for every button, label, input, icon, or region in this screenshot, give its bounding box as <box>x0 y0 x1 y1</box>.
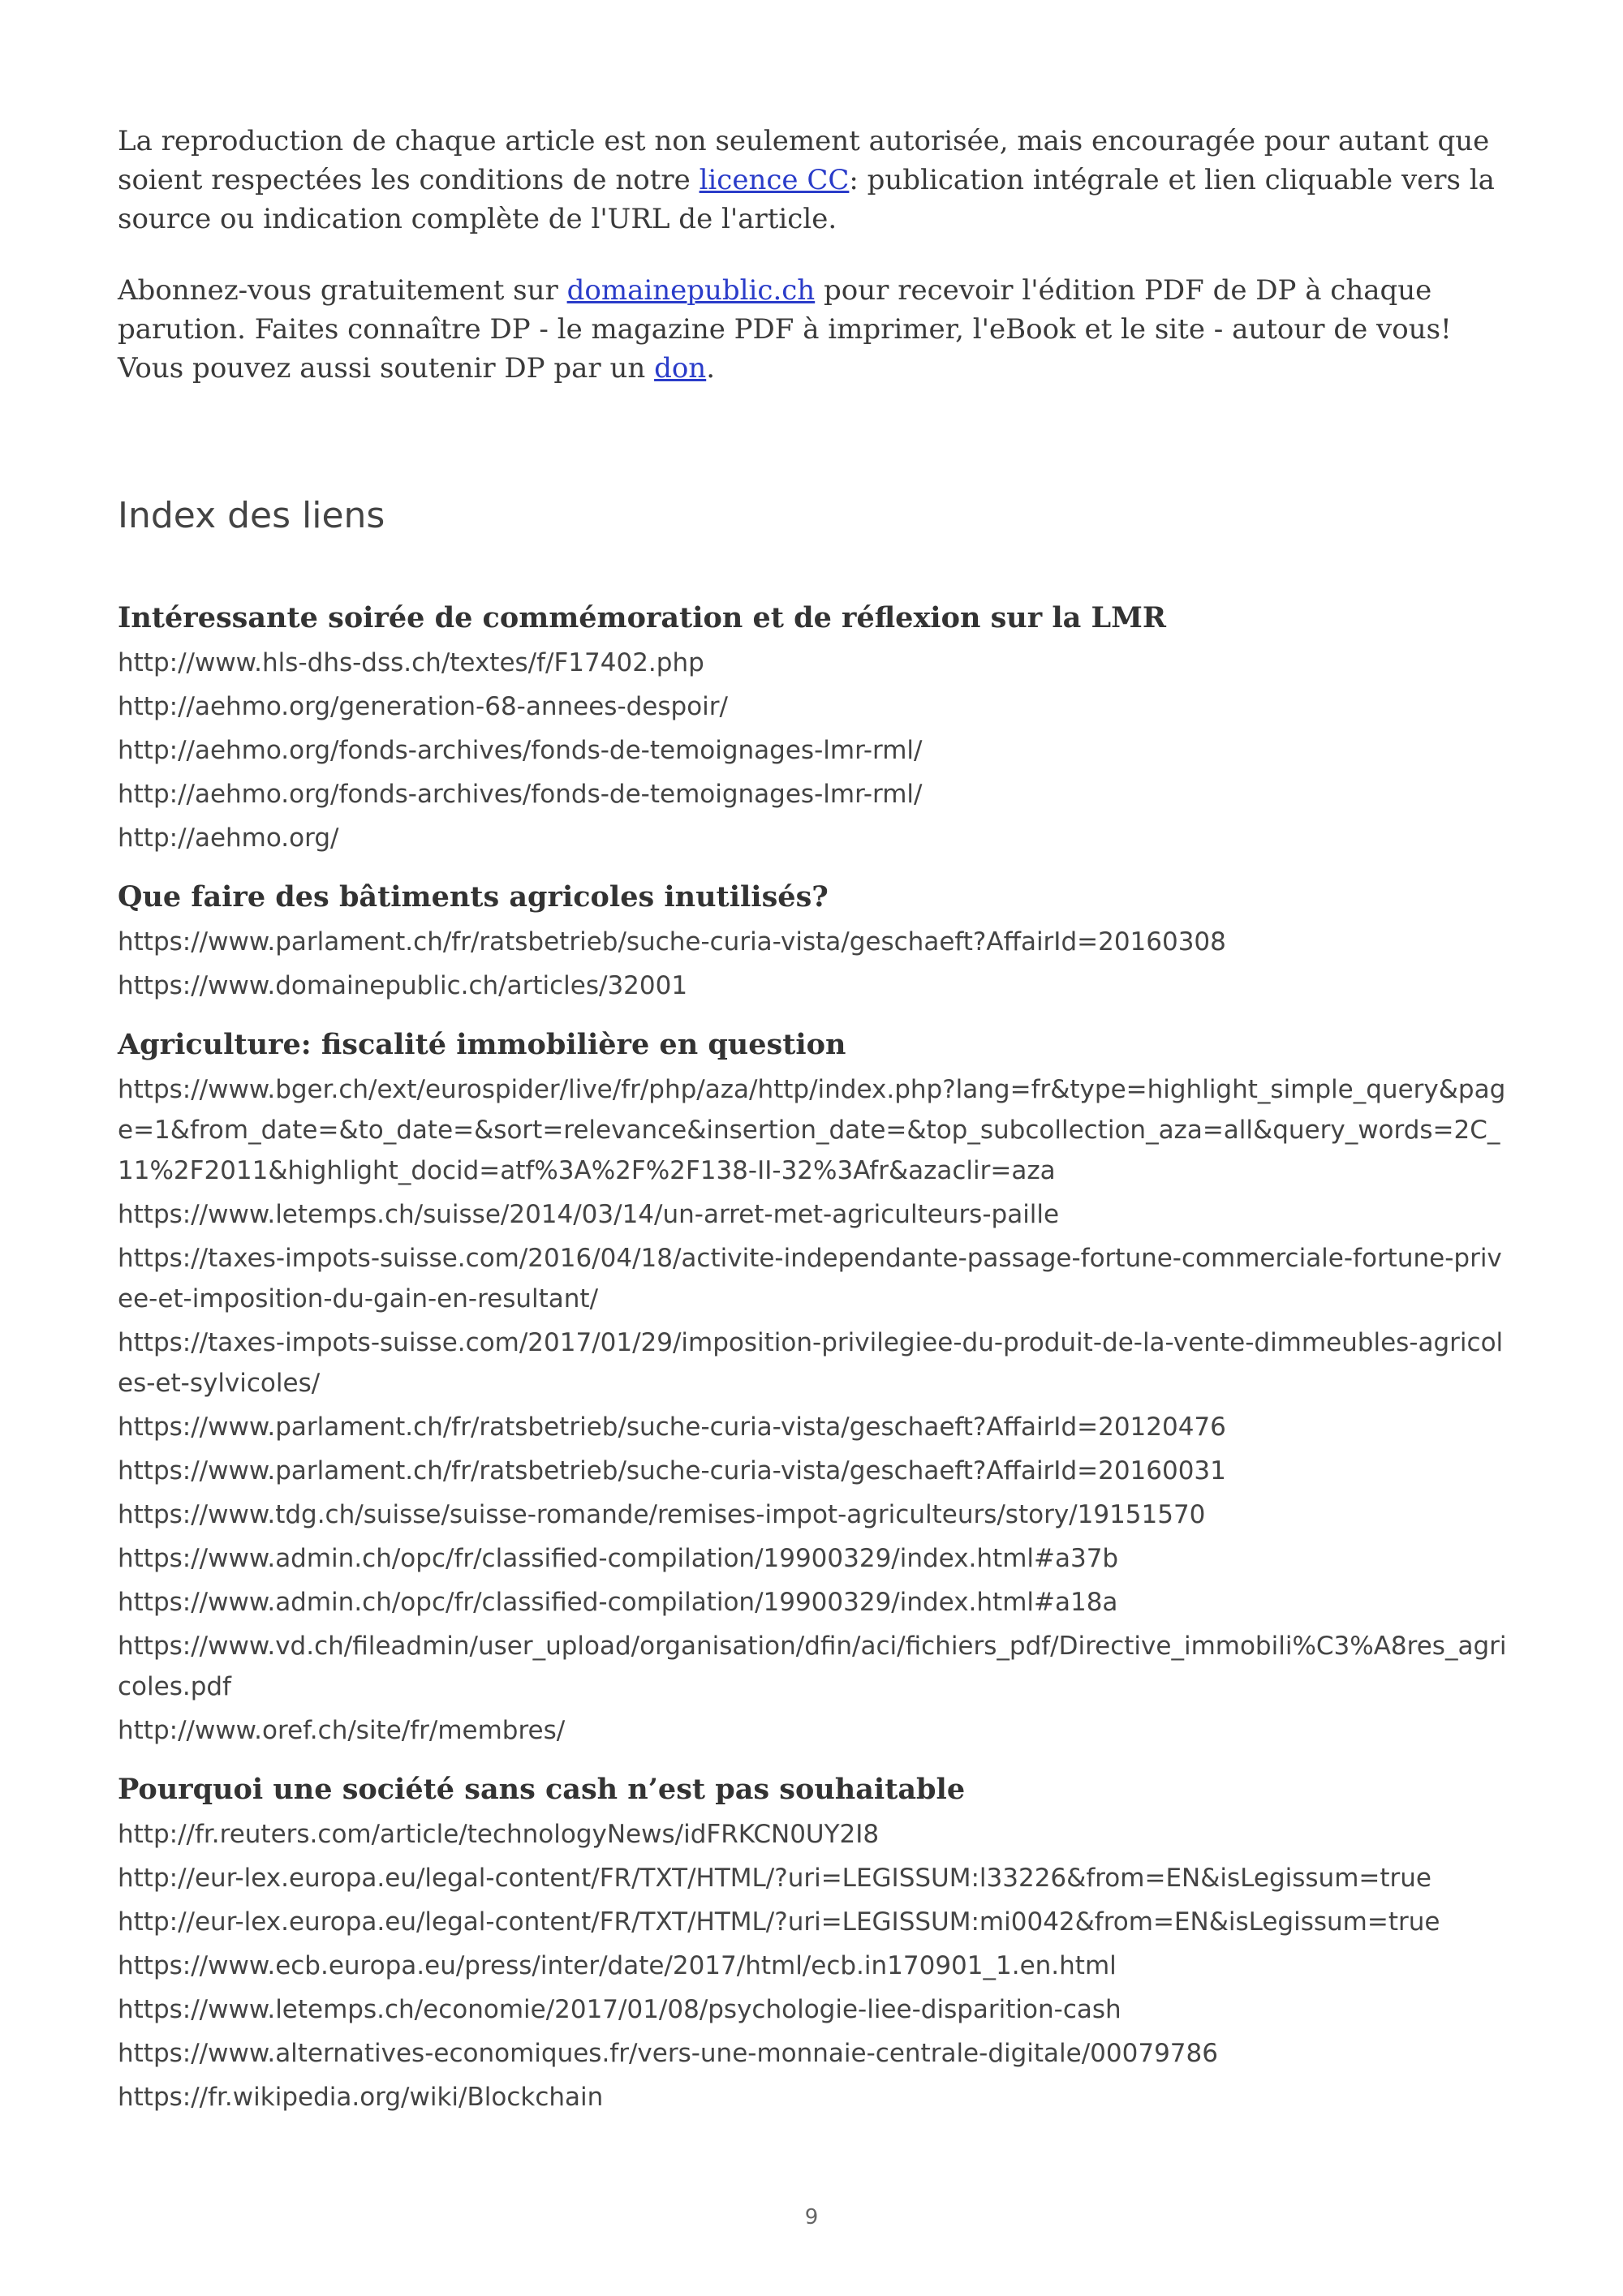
link-url[interactable]: http://www.oref.ch/site/fr/membres/ <box>118 1716 566 1745</box>
link-url[interactable]: https://www.ecb.europa.eu/press/inter/date/2017/html/ecb.in170901_1.en.html <box>118 1951 1117 1980</box>
link-section <box>118 876 1513 1006</box>
link-url[interactable]: https://www.tdg.ch/suisse/suisse-romande/remises-impot-agriculteurs/story/19151570 <box>118 1500 1206 1529</box>
section-title: Pourquoi une société sans cash n’est pas souhaitable <box>118 1773 966 1806</box>
reproduction-text-end: : publication intégrale et lien cliquable vers la source ou indication complète de l'URL de l'article. <box>118 164 1495 235</box>
link-url[interactable]: http://aehmo.org/ <box>118 823 339 853</box>
link-list <box>118 922 1513 1006</box>
link-url[interactable]: http://fr.reuters.com/article/technologyNews/idFRKCN0UY2I8 <box>118 1820 880 1849</box>
link-section <box>118 597 1513 858</box>
link-url[interactable]: https://www.parlament.ch/fr/ratsbetrieb/suche-curia-vista/geschaeft?AffairId=20160031 <box>118 1456 1226 1486</box>
link-url[interactable]: https://www.alternatives-economiques.fr/vers-une-monnaie-centrale-digitale/00079786 <box>118 2039 1218 2068</box>
link-section <box>118 1769 1513 2118</box>
subscribe-paragraph <box>118 271 1513 388</box>
link-url[interactable]: http://aehmo.org/generation-68-annees-despoir/ <box>118 692 728 721</box>
document-page <box>118 122 1513 2135</box>
intro-block <box>118 122 1513 388</box>
link-url[interactable]: https://www.parlament.ch/fr/ratsbetrieb/suche-curia-vista/geschaeft?AffairId=20120476 <box>118 1412 1226 1442</box>
page-number: 9 <box>804 2205 819 2229</box>
link-index <box>118 597 1513 2118</box>
reproduction-paragraph <box>118 122 1513 239</box>
licence-cc-link[interactable]: licence CC <box>699 164 850 196</box>
index-title: Index des liens <box>118 495 385 536</box>
link-url[interactable]: https://www.bger.ch/ext/eurospider/live/fr/php/aza/http/index.php?lang=fr&type=highlight_simple_query&page=1&from_date=&to_date=&sort=relevance&insertion_date=&top_subcollection_aza=all&query_words=2C_11%2F2011&highlight_docid=atf%3A%2F%2F138-II-32%3Afr&azaclir=aza <box>118 1075 1506 1185</box>
domainepublic-link[interactable]: domainepublic.ch <box>566 274 816 307</box>
section-title: Intéressante soirée de commémoration et de réflexion sur la LMR <box>118 601 1166 634</box>
subscribe-text-start: Abonnez-vous gratuitement sur <box>118 274 567 307</box>
link-url[interactable]: http://eur-lex.europa.eu/legal-content/FR/TXT/HTML/?uri=LEGISSUM:mi0042&from=EN&isLegissum=true <box>118 1907 1440 1937</box>
link-list <box>118 1069 1513 1751</box>
link-url[interactable]: https://www.vd.ch/fileadmin/user_upload/organisation/dfin/aci/fichiers_pdf/Directive_immobili%C3%A8res_agricoles.pdf <box>118 1632 1507 1701</box>
link-url[interactable]: http://eur-lex.europa.eu/legal-content/FR/TXT/HTML/?uri=LEGISSUM:l33226&from=EN&isLegissum=true <box>118 1864 1431 1893</box>
reproduction-text-start: La reproduction de chaque article est non seulement autorisée, mais encouragée pour autant que soient respectées les conditions de notre <box>118 125 1490 196</box>
link-url[interactable]: https://fr.wikipedia.org/wiki/Blockchain <box>118 2083 604 2112</box>
link-url[interactable]: https://taxes-impots-suisse.com/2016/04/18/activite-independante-passage-fortune-commerciale-fortune-privee-et-imposition-du-gain-en-resultant/ <box>118 1244 1502 1314</box>
link-url[interactable]: https://www.letemps.ch/suisse/2014/03/14/un-arret-met-agriculteurs-paille <box>118 1200 1060 1229</box>
link-url[interactable]: http://aehmo.org/fonds-archives/fonds-de-temoignages-lmr-rml/ <box>118 780 923 809</box>
link-url[interactable]: http://www.hls-dhs-dss.ch/textes/f/F17402.php <box>118 648 704 677</box>
subscribe-text-middle: pour recevoir l'édition PDF de DP à chaque parution. Faites connaître DP - le magazine PDF à imprimer, l'eBook et le site - autour de vous! Vous pouvez aussi soutenir DP par un <box>118 274 1452 385</box>
link-url[interactable]: https://www.admin.ch/opc/fr/classified-compilation/19900329/index.html#a18a <box>118 1588 1118 1617</box>
link-url[interactable]: https://www.domainepublic.ch/articles/32001 <box>118 971 688 1000</box>
link-url[interactable]: http://aehmo.org/fonds-archives/fonds-de-temoignages-lmr-rml/ <box>118 736 923 765</box>
link-url[interactable]: https://www.parlament.ch/fr/ratsbetrieb/suche-curia-vista/geschaeft?AffairId=20160308 <box>118 927 1226 957</box>
link-url[interactable]: https://www.admin.ch/opc/fr/classified-compilation/19900329/index.html#a37b <box>118 1544 1119 1573</box>
don-link[interactable]: don <box>654 352 707 385</box>
section-title: Agriculture: fiscalité immobilière en question <box>118 1028 846 1061</box>
subscribe-text-end: . <box>706 352 716 385</box>
link-list <box>118 1814 1513 2118</box>
section-title: Que faire des bâtiments agricoles inutilisés? <box>118 880 829 914</box>
link-url[interactable]: https://taxes-impots-suisse.com/2017/01/29/imposition-privilegiee-du-produit-de-la-vente-dimmeubles-agricoles-et-sylvicoles/ <box>118 1328 1504 1398</box>
link-url[interactable]: https://www.letemps.ch/economie/2017/01/08/psychologie-liee-disparition-cash <box>118 1995 1121 2024</box>
link-list <box>118 643 1513 858</box>
link-section <box>118 1024 1513 1751</box>
